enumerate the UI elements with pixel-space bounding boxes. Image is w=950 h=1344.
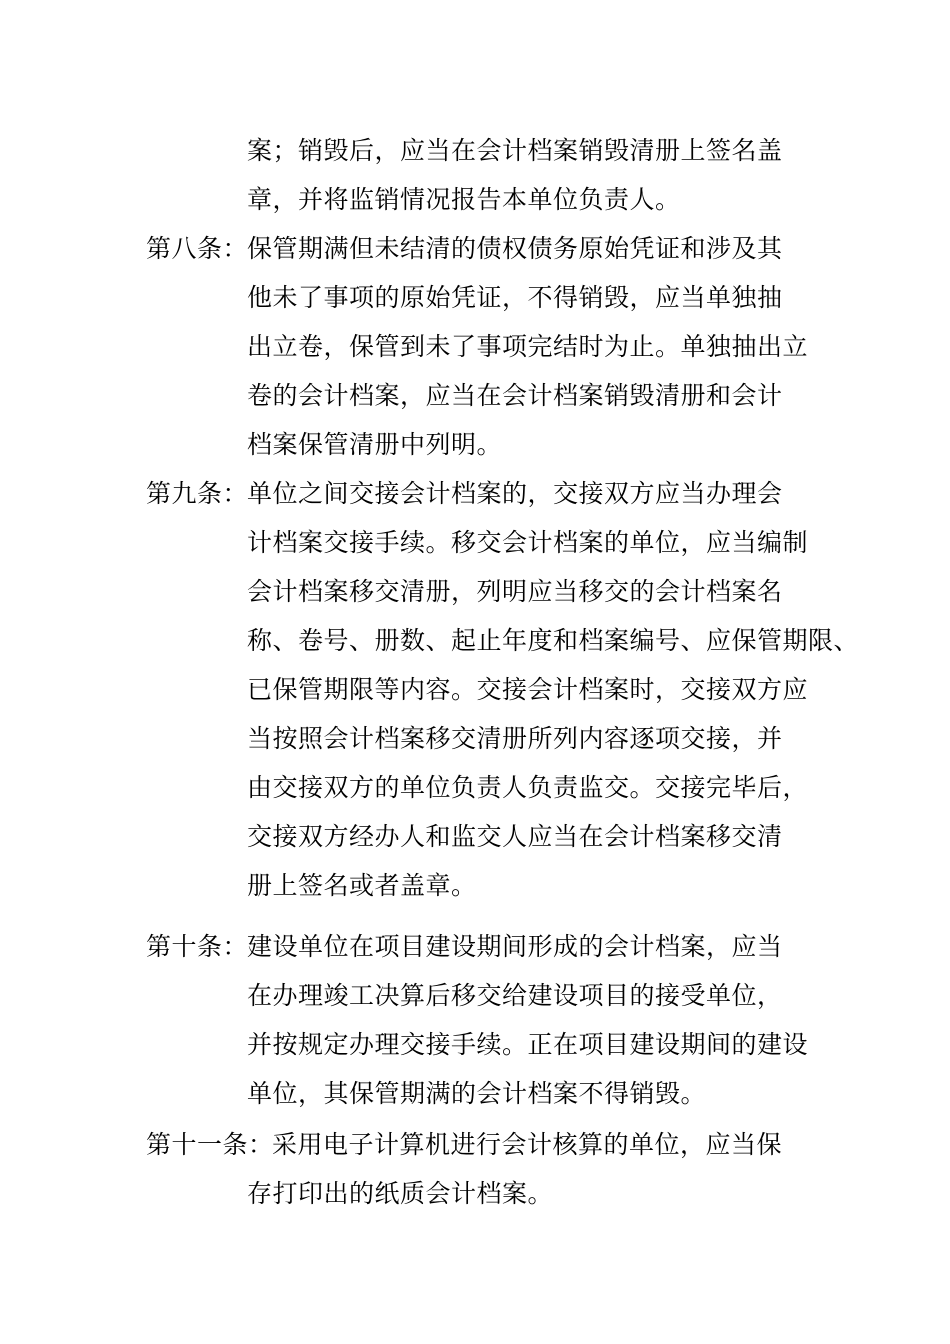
article-9-line: 交接双方经办人和监交人应当在会计档案移交清 — [247, 822, 783, 851]
article-9-line: 册上签名或者盖章。 — [247, 871, 477, 900]
article-10-label: 第十条： — [146, 932, 249, 961]
article-8-line: 卷的会计档案，应当在会计档案销毁清册和会计 — [247, 381, 783, 410]
intro-line: 案；销毁后，应当在会计档案销毁清册上签名盖 — [247, 136, 783, 165]
article-9-line: 会计档案移交清册，列明应当移交的会计档案名 — [247, 577, 783, 606]
article-10-line: 在办理竣工决算后移交给建设项目的接受单位， — [247, 981, 783, 1010]
article-9-label: 第九条： — [146, 479, 249, 508]
article-9-line: 计档案交接手续。移交会计档案的单位，应当编制 — [247, 528, 809, 557]
article-10-line: 建设单位在项目建设期间形成的会计档案，应当 — [247, 932, 783, 961]
article-9-line: 单位之间交接会计档案的，交接双方应当办理会 — [247, 479, 783, 508]
article-8-line: 档案保管清册中列明。 — [247, 430, 503, 459]
article-8-line: 保管期满但未结清的债权债务原始凭证和涉及其 — [247, 234, 783, 263]
article-8-line: 出立卷，保管到未了事项完结时为止。单独抽出立 — [247, 332, 809, 361]
article-8-line: 他未了事项的原始凭证，不得销毁，应当单独抽 — [247, 283, 783, 312]
article-9-line: 当按照会计档案移交清册所列内容逐项交接，并 — [247, 724, 783, 753]
intro-line: 章，并将监销情况报告本单位负责人。 — [247, 185, 681, 214]
article-11-line: 采用电子计算机进行会计核算的单位，应当保 — [272, 1130, 783, 1159]
article-8-label: 第八条： — [146, 234, 249, 263]
article-9-line: 由交接双方的单位负责人负责监交。交接完毕后， — [247, 773, 809, 802]
article-11-line: 存打印出的纸质会计档案。 — [247, 1179, 554, 1208]
article-9-line: 称、卷号、册数、起止年度和档案编号、应保管期限、 — [247, 626, 860, 655]
article-11-label: 第十一条： — [146, 1130, 274, 1159]
article-10-line: 单位，其保管期满的会计档案不得销毁。 — [247, 1079, 707, 1108]
article-9-line: 已保管期限等内容。交接会计档案时，交接双方应 — [247, 675, 809, 704]
article-10-line: 并按规定办理交接手续。正在项目建设期间的建设 — [247, 1030, 809, 1059]
